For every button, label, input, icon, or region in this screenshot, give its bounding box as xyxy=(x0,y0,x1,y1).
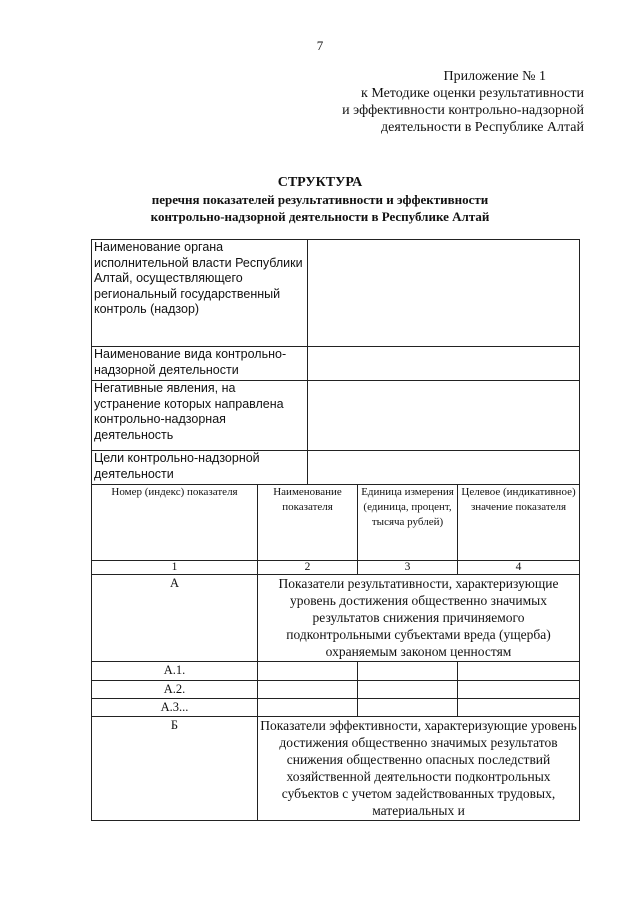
indicator-target-cell xyxy=(458,681,580,699)
title-line-1: СТРУКТУРА xyxy=(277,175,363,190)
info-label: Цели контрольно-надзорной деятельности xyxy=(92,451,308,485)
section-row xyxy=(92,575,580,662)
indicator-unit-cell xyxy=(358,681,458,699)
appendix-line-4: деятельности в Республике Алтай xyxy=(381,120,584,135)
indicator-row xyxy=(92,681,580,699)
indicator-target-cell xyxy=(458,662,580,681)
info-label: Наименование вида контрольно-надзорной деятельности xyxy=(92,347,308,381)
section-row xyxy=(92,717,580,821)
indicator-unit-cell xyxy=(358,662,458,681)
indicator-name-cell xyxy=(258,681,358,699)
indicator-row xyxy=(92,699,580,717)
info-row xyxy=(92,240,580,347)
column-number: 2 xyxy=(258,561,358,575)
column-number: 1 xyxy=(92,561,258,575)
section-index: Б xyxy=(92,717,258,821)
indicator-name-cell xyxy=(258,699,358,717)
column-number-row xyxy=(92,561,580,575)
info-value xyxy=(308,347,580,381)
info-label: Наименование органа исполнительной власти Республики Алтай, осуществляющего региональный государственный контроль (надзор) xyxy=(92,240,308,347)
info-row xyxy=(92,347,580,381)
appendix-line-2: к Методике оценки результативности xyxy=(361,86,584,101)
section-index: А xyxy=(92,575,258,662)
indicators-table xyxy=(91,239,580,821)
column-header: Номер (индекс) показателя xyxy=(92,485,258,561)
column-header: Целевое (индикативное) значение показателя xyxy=(458,485,580,561)
section-description: Показатели эффективности, характеризующие уровень достижения общественно значимых результатов снижения общественно опасных последствий хозяйственной деятельности подконтрольных субъектов с учетом задействованных трудовых, материальных и xyxy=(258,717,580,821)
indicator-row xyxy=(92,662,580,681)
info-row xyxy=(92,381,580,451)
page-number: 7 xyxy=(316,38,324,53)
document-title xyxy=(0,174,640,225)
title-line-2: перечня показателей результативности и эффективности xyxy=(151,192,489,207)
column-header: Наименование показателя xyxy=(258,485,358,561)
indicator-index: А.1. xyxy=(92,662,258,681)
indicator-index: А.3... xyxy=(92,699,258,717)
info-value xyxy=(308,381,580,451)
column-number: 4 xyxy=(458,561,580,575)
indicator-index: А.2. xyxy=(92,681,258,699)
indicator-unit-cell xyxy=(358,699,458,717)
info-label: Негативные явления, на устранение которых направлена контрольно-надзорная деятельность xyxy=(92,381,308,451)
info-value xyxy=(308,240,580,347)
appendix-line-3: и эффективности контрольно-надзорной xyxy=(342,103,584,118)
info-value xyxy=(308,451,580,485)
indicator-target-cell xyxy=(458,699,580,717)
indicator-name-cell xyxy=(258,662,358,681)
column-number: 3 xyxy=(358,561,458,575)
column-header-row xyxy=(92,485,580,561)
section-description: Показатели результативности, характеризующие уровень достижения общественно значимых результатов снижения причиняемого подконтрольными субъектами вреда (ущерба) охраняемым законом ценностям xyxy=(258,575,580,662)
info-row xyxy=(92,451,580,485)
column-header: Единица измерения (единица, процент, тысяча рублей) xyxy=(358,485,458,561)
title-line-3: контрольно-надзорной деятельности в Республике Алтай xyxy=(150,209,490,224)
appendix-header xyxy=(284,68,584,136)
appendix-line-1: Приложение № 1 xyxy=(443,69,546,84)
